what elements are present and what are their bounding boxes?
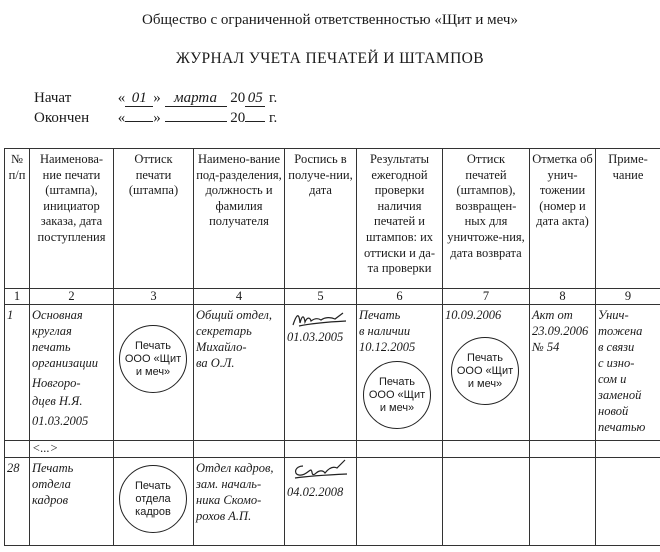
col-header: Оттиск печатей (штампов), возвращен-ных для уничтоже-ния, дата возврата xyxy=(443,149,530,289)
recipient-cell: Общий отдел, секретарь Михайло- ва О.Л. xyxy=(194,305,285,441)
signature-icon xyxy=(291,309,349,331)
seals-journal-table-wrap xyxy=(4,148,660,552)
seal-name-cell: Основная круглая печать организации Новгоро- дцев Н.Я. 01.03.2005 xyxy=(30,305,114,441)
col-number: 6 xyxy=(357,289,443,305)
seal-impression: Печать отдела кадров xyxy=(119,465,187,533)
table-row xyxy=(5,458,660,546)
table-header-row xyxy=(5,149,660,289)
col-header: Роспись в получе-нии, дата xyxy=(285,149,357,289)
organization-name: Общество с ограниченной ответственностью «Щит и меч» xyxy=(142,12,518,28)
signature-date: 01.03.2005 xyxy=(287,330,344,344)
ended-label: Окончен xyxy=(34,110,90,126)
started-day: 01 xyxy=(125,91,153,107)
returned-seal-cell xyxy=(443,305,530,441)
check-seal-impression: Печать ООО «Щит и меч» xyxy=(363,361,431,429)
col-header: Наимено-вание под-разделения, должность и фамилия получателя xyxy=(194,149,285,289)
col-header: Оттиск печати (штампа) xyxy=(114,149,194,289)
started-month: марта xyxy=(165,91,227,107)
signature-date: 04.02.2008 xyxy=(287,485,344,499)
col-number: 7 xyxy=(443,289,530,305)
recipient-cell: Отдел кадров, зам. началь- ника Скомо- рохов А.П. xyxy=(194,458,285,546)
ended-year xyxy=(245,121,265,122)
row-number: 1 xyxy=(5,305,30,441)
seals-journal-table xyxy=(4,148,660,546)
period-started: Начат « 01 » марта 20 05 г. xyxy=(34,90,278,106)
seal-name-cell: Печать отдела кадров xyxy=(30,458,114,546)
started-year: 05 xyxy=(245,91,265,107)
col-number: 8 xyxy=(530,289,596,305)
signature-icon xyxy=(289,458,351,484)
col-header: № п/п xyxy=(5,149,30,289)
started-label: Начат xyxy=(34,90,72,106)
signature-cell xyxy=(285,458,357,546)
col-header: Результаты ежегодной проверки наличия печатей и штампов: их оттиски и да-та проверки xyxy=(357,149,443,289)
ended-day xyxy=(125,121,153,122)
note-cell: Унич- тожена в связи с изно- сом и заменой новой печатью xyxy=(596,305,660,441)
seal-impression: Печать ООО «Щит и меч» xyxy=(119,325,187,393)
col-number: 3 xyxy=(114,289,194,305)
row-number: 28 xyxy=(5,458,30,546)
ellipsis-row xyxy=(5,441,660,458)
destruction-mark-cell: Акт от 23.09.2006 № 54 xyxy=(530,305,596,441)
col-header: Отметка об унич-тожении (номер и дата акта) xyxy=(530,149,596,289)
col-header: Приме-чание xyxy=(596,149,660,289)
col-number: 4 xyxy=(194,289,285,305)
return-date: 10.09.2006 xyxy=(445,308,502,322)
col-number: 2 xyxy=(30,289,114,305)
column-number-row xyxy=(5,289,660,305)
col-number: 9 xyxy=(596,289,660,305)
col-number: 5 xyxy=(285,289,357,305)
journal-title: ЖУРНАЛ УЧЕТА ПЕЧАТЕЙ И ШТАМПОВ xyxy=(176,50,484,67)
ended-month xyxy=(165,121,227,122)
ellipsis: <...> xyxy=(30,441,114,458)
table-row xyxy=(5,305,660,441)
col-header: Наименова-ние печати (штампа), инициатор заказа, дата поступления xyxy=(30,149,114,289)
col-number: 1 xyxy=(5,289,30,305)
returned-seal-impression: Печать ООО «Щит и меч» xyxy=(451,337,519,405)
period-ended: Окончен « » 20 г. xyxy=(34,110,278,126)
signature-cell xyxy=(285,305,357,441)
seal-impression-cell xyxy=(114,305,194,441)
annual-check-cell: Печать в наличии 10.12.2005 Печать ООО «Щит и меч» xyxy=(357,305,443,441)
seal-impression-cell xyxy=(114,458,194,546)
